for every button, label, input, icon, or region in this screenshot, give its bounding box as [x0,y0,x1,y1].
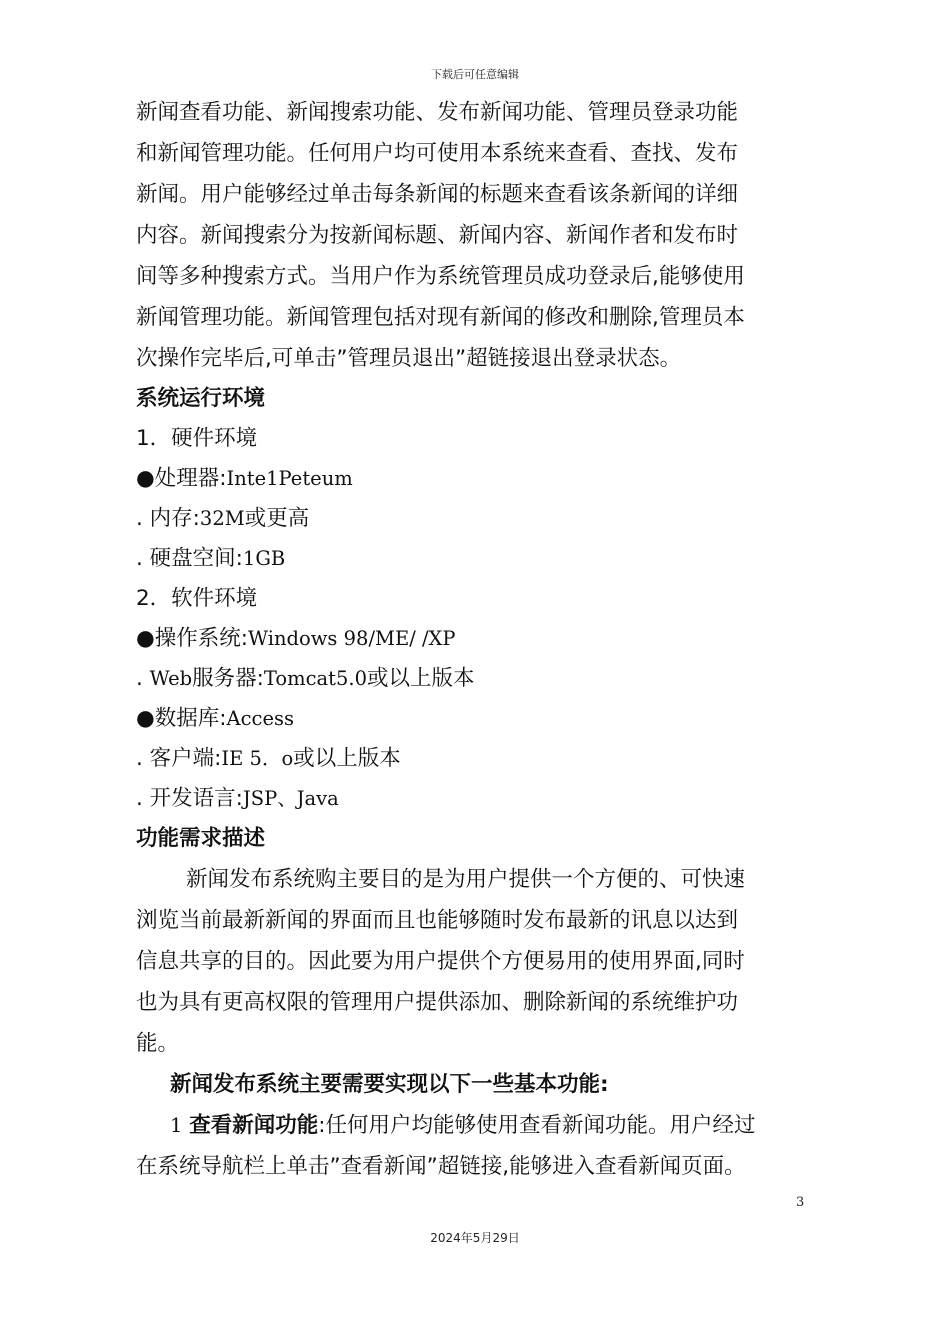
software-item-client [136,739,826,779]
header-note: 下载后可任意编辑 [431,68,519,81]
item-label: 操作系统: [154,626,249,651]
intro-line: 内容。新闻搜索分为按新闻标题、新闻内容、新闻作者和发布时 [136,223,739,248]
feature-number: 1 [170,1114,183,1137]
env-heading: 系统运行环境 [136,386,266,411]
software-item-web-server [136,659,826,699]
item-value: Access [226,707,294,730]
intro-line: 新闻查看功能、新闻搜索功能、发布新闻功能、管理员登录功能 [136,100,739,125]
hardware-title-text: 1．硬件环境 [136,426,258,451]
item-label: 硬盘空间: [149,546,243,571]
intro-line: 和新闻管理功能。任何用户均可使用本系统来查看、查找、发布 [136,141,739,166]
item-value: IE 5．o [221,747,294,770]
feature-1 [136,1105,826,1146]
item-suffix: 或以上版本 [293,746,401,771]
item-label: 内存: [149,506,200,531]
bullet-marker: . [136,546,150,571]
bullet-marker: . [136,666,150,691]
requirements-paragraph [136,859,826,1064]
bullet-marker: ● [136,466,155,491]
page-number: 3 [796,1195,805,1210]
item-value: 1GB [242,547,286,570]
item-value: JSP、Java [242,787,339,810]
item-label: 客户端: [149,746,222,771]
item-value: Web [149,667,193,690]
bullet-marker: . [136,786,150,811]
intro-line: 间等多种搜索方式。当用户作为系统管理员成功登录后,能够使用 [136,264,745,289]
software-item-language [136,779,826,819]
hardware-item-disk [136,539,826,579]
bullet-marker: ● [136,706,155,731]
body-text [136,92,826,1187]
software-item-database [136,699,826,739]
item-label: 数据库: [154,706,227,731]
software-title [136,579,826,619]
requirements-line: 能。 [136,1031,180,1056]
basic-functions [136,1064,826,1187]
hardware-item-memory [136,499,826,539]
requirements-line: 新闻发布系统购主要目的是为用户提供一个方便的、可快速 [186,867,746,892]
requirements-line: 也为具有更高权限的管理用户提供添加、删除新闻的系统维护功 [136,990,739,1015]
item-value: Inte1Peteum [226,467,353,490]
footer-date: 2024年5月29日 [430,1231,520,1245]
hardware-title [136,419,826,459]
feature-1-line-2: 在系统导航栏上单击”查看新闻”超链接,能够进入查看新闻页面。 [136,1154,746,1179]
hardware-item-cpu [136,459,826,499]
item-value: 32M [199,507,245,530]
item-suffix: 或以上版本 [367,666,475,691]
item-value: Windows 98/ME/ /XP [248,627,456,650]
requirements-line: 信息共享的目的。因此要为用户提供个方便易用的使用界面,同时 [136,949,745,974]
intro-line: 新闻。用户能够经过单击每条新闻的标题来查看该条新闻的详细 [136,182,739,207]
basic-functions-title: 新闻发布系统主要需要实现以下一些基本功能: [170,1072,609,1097]
intro-paragraph [136,92,826,379]
intro-line: 次操作完毕后,可单击”管理员退出”超链接退出登录状态。 [136,346,682,371]
bullet-marker: . [136,746,150,771]
requirements-line: 浏览当前最新新闻的界面而且也能够随时发布最新的讯息以达到 [136,908,739,933]
web-server-version: Tomcat5.0 [263,667,368,690]
software-item-os [136,619,826,659]
item-suffix: 或更高 [244,506,310,531]
feature-title: 查看新闻功能 [189,1113,319,1138]
software-title-text: 2．软件环境 [136,586,258,611]
requirements-heading: 功能需求描述 [136,826,266,851]
item-label: 处理器: [154,466,227,491]
bullet-marker: ● [136,626,155,651]
feature-text: :任何用户均能够使用查看新闻功能。用户经过 [318,1113,756,1138]
item-label: 开发语言: [149,786,243,811]
bullet-marker: . [136,506,150,531]
item-label: 服务器: [192,666,264,691]
intro-line: 新闻管理功能。新闻管理包括对现有新闻的修改和删除,管理员本 [136,305,745,330]
